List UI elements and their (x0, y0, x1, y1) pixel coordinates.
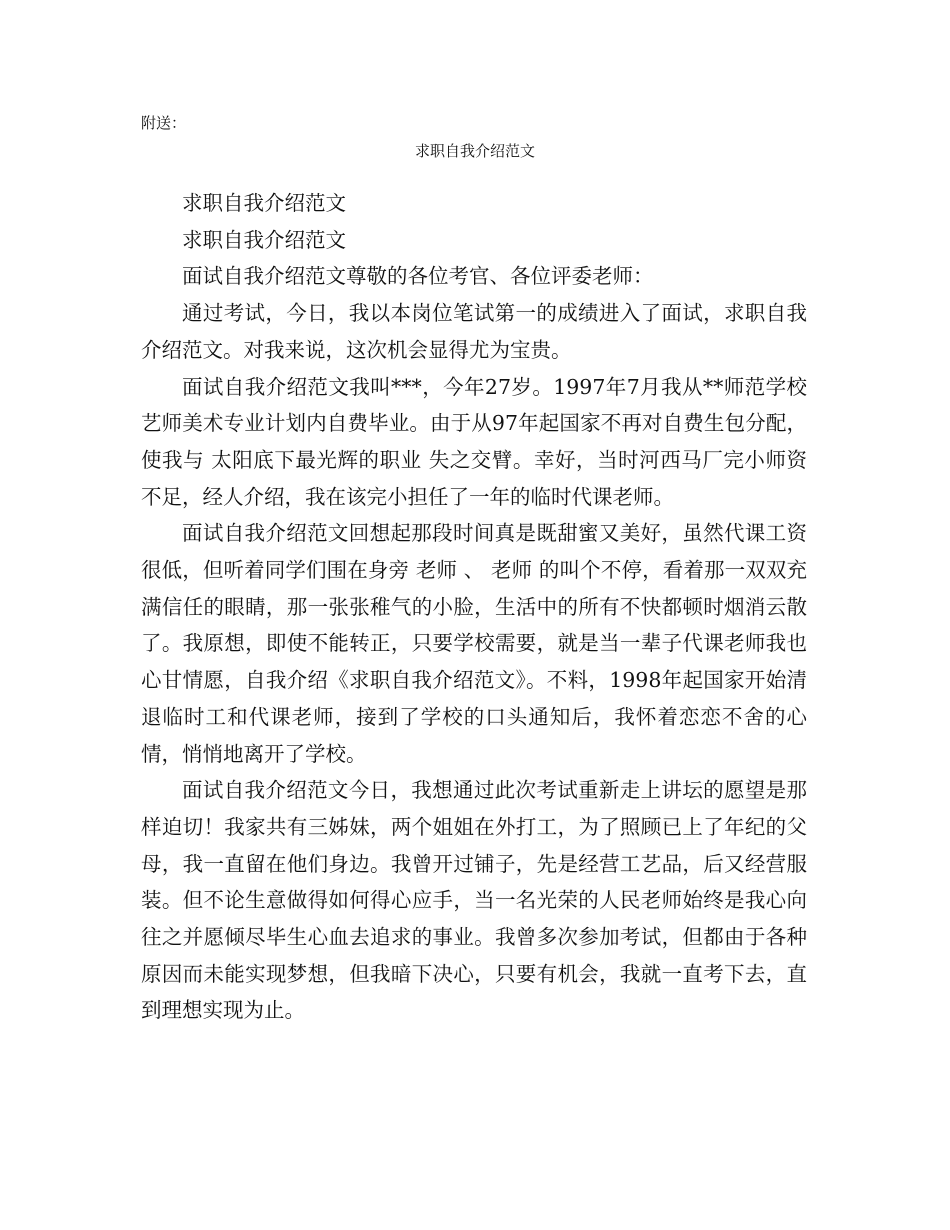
attachment-note: 附送： (141, 114, 187, 132)
paragraph: 面试自我介绍范文我叫***，今年27岁。1997年7月我从**师范学校艺师美术专业计划内自费毕业。由于从97年起国家不再对自费生包分配，使我与 太阳底下最光辉的职业 失之交臂。幸好，当时河西马厂完小师资不足，经人介绍，我在该完小担任了一年的临时代课老师。 (141, 374, 807, 509)
paragraph: 通过考试，今日，我以本岗位笔试第一的成绩进入了面试，求职自我介绍范文。对我来说，这次机会显得尤为宝贵。 (141, 301, 807, 362)
paragraph: 面试自我介绍范文尊敬的各位考官、各位评委老师： (182, 264, 654, 289)
paragraph: 求职自我介绍范文 (182, 227, 346, 252)
paragraph: 面试自我介绍范文今日，我想通过此次考试重新走上讲坛的愿望是那样迫切！我家共有三姊妹，两个姐姐在外打工，为了照顾已上了年纪的父母，我一直留在他们身边。我曾开过铺子，先是经营工艺品，后又经营服装。但不论生意做得如何得心应手，当一名光荣的人民老师始终是我心向往之并愿倾尽毕生心血去追求的事业。我曾多次参加考试，但都由于各种原因而未能实现梦想，但我暗下决心，只要有机会，我就一直考下去，直到理想实现为止。 (141, 778, 807, 1023)
paragraph: 面试自我介绍范文回想起那段时间真是既甜蜜又美好，虽然代课工资很低，但听着同学们围在身旁 老师 、 老师 的叫个不停，看着那一双双充满信任的眼睛，那一张张稚气的小脸，生活中的所有不快都顿时烟消云散了。我原想，即使不能转正，只要学校需要，就是当一辈子代课老师我也心甘情愿，自我介绍《求职自我介绍范文》。不料，1998年起国家开始清退临时工和代课老师，接到了学校的口头通知后，我怀着恋恋不舍的心情，悄悄地离开了学校。 (141, 521, 807, 766)
paragraph: 求职自我介绍范文 (182, 191, 346, 215)
document-title: 求职自我介绍范文 (414, 142, 535, 160)
document-body (141, 185, 807, 1029)
